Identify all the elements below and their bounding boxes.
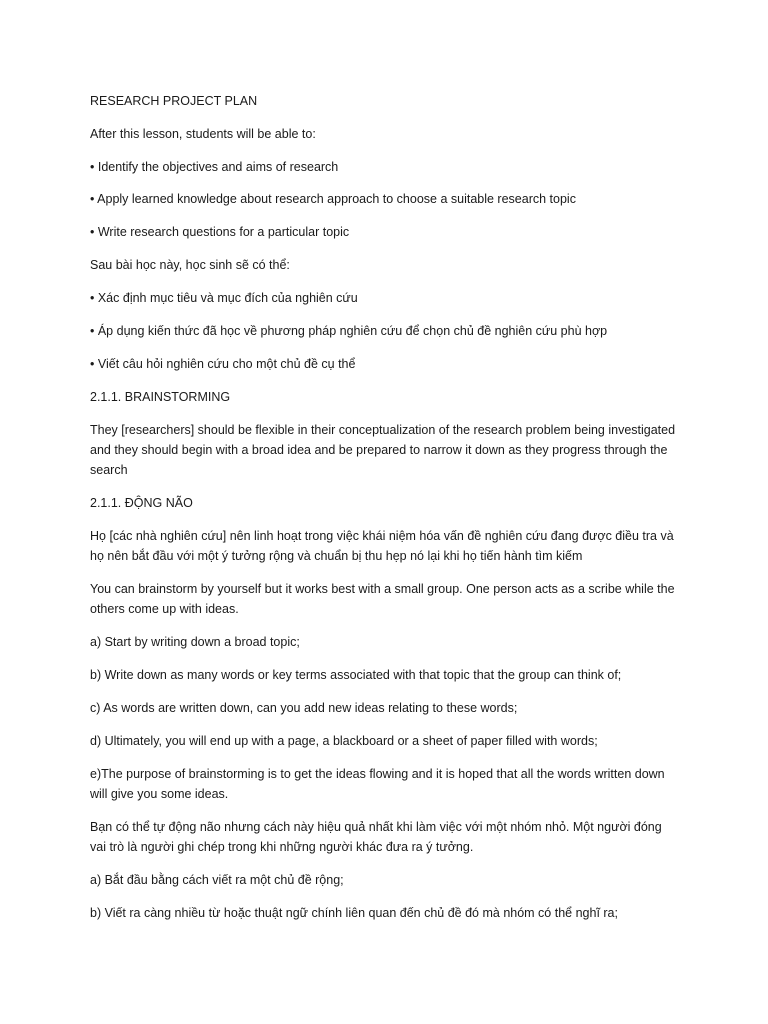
brainstorm-step-en-a: a) Start by writing down a broad topic; — [90, 635, 300, 649]
objective-en-2: • Apply learned knowledge about research approach to choose a suitable research topic — [90, 192, 576, 206]
brainstorm-step-en-d: d) Ultimately, you will end up with a page, a blackboard or a sheet of paper filled with words; — [90, 734, 598, 748]
objective-vi-3: • Viết câu hỏi nghiên cứu cho một chủ đề cụ thể — [90, 357, 356, 371]
objective-en-3: • Write research questions for a particular topic — [90, 225, 350, 239]
brainstorm-intro-vi: Bạn có thể tự động não nhưng cách này hiệu quả nhất khi làm việc với một nhóm nhỏ. Một người đóng vai trò là người ghi chép trong khi những người khác đưa ra ý tưởng. — [90, 820, 662, 854]
brainstorm-intro-en: You can brainstorm by yourself but it works best with a small group. One person acts as a scribe while the others come up with ideas. — [90, 582, 675, 616]
intro-vi: Sau bài học này, học sinh sẽ có thể: — [90, 258, 290, 272]
brainstorm-step-vi-a: a) Bắt đầu bằng cách viết ra một chủ đề rộng; — [90, 873, 344, 887]
section-heading-vi: 2.1.1. ĐỘNG NÃO — [90, 496, 193, 510]
objective-vi-1: • Xác định mục tiêu và mục đích của nghiên cứu — [90, 291, 358, 305]
brainstorm-step-en-e: e)The purpose of brainstorming is to get the ideas flowing and it is hoped that all the words written down will give you some ideas. — [90, 767, 665, 801]
section-quote-en: They [researchers] should be flexible in their conceptualization of the research problem being investigated and they should begin with a broad idea and be prepared to narrow it down as they progress through the search — [90, 423, 676, 477]
brainstorm-step-vi-b: b) Viết ra càng nhiều từ hoặc thuật ngữ chính liên quan đến chủ đề đó mà nhóm có thể nghĩ ra; — [90, 906, 618, 920]
objective-en-1: • Identify the objectives and aims of research — [90, 160, 339, 174]
brainstorm-step-en-c: c) As words are written down, can you add new ideas relating to these words; — [90, 701, 518, 715]
brainstorm-step-en-b: b) Write down as many words or key terms associated with that topic that the group can think of; — [90, 668, 622, 682]
objective-vi-2: • Áp dụng kiến thức đã học về phương pháp nghiên cứu để chọn chủ đề nghiên cứu phù hợp — [90, 324, 608, 338]
section-quote-vi: Họ [các nhà nghiên cứu] nên linh hoạt trong việc khái niệm hóa vấn đề nghiên cứu đang được điều tra và họ nên bắt đầu với một ý tưởng rộng và chuẩn bị thu hẹp nó lại khi họ tiến hành tìm kiếm — [90, 529, 674, 563]
section-heading-en: 2.1.1. BRAINSTORMING — [90, 390, 231, 404]
intro-en: After this lesson, students will be able to: — [90, 127, 316, 141]
document-title: RESEARCH PROJECT PLAN — [90, 94, 258, 108]
